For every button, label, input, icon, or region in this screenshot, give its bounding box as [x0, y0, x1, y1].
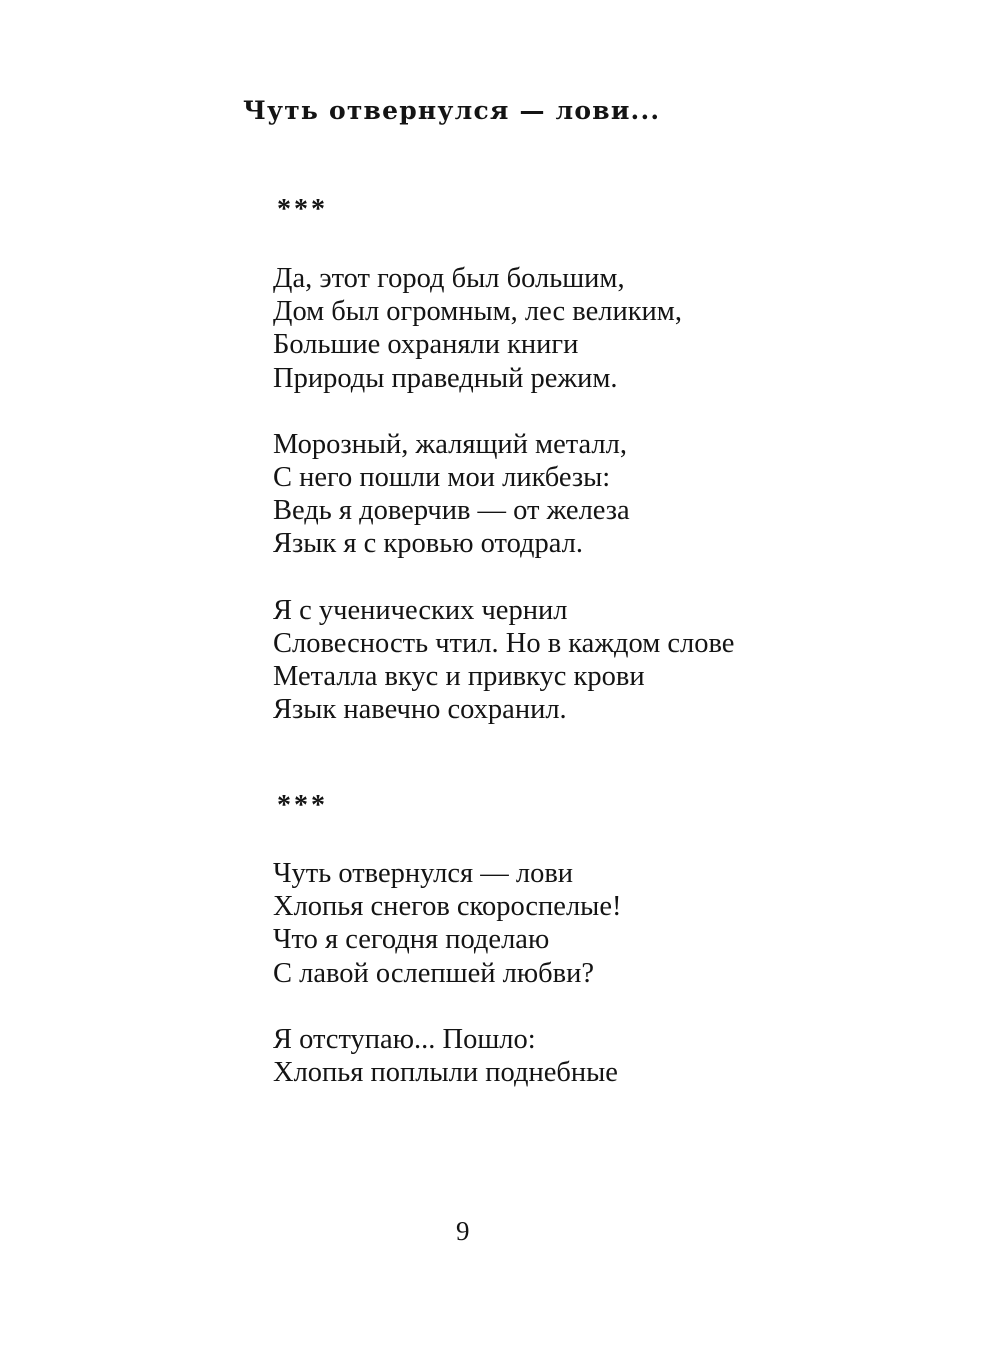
poem2-stanza-1	[273, 857, 621, 990]
poem-line: Я с ученических чернил	[273, 594, 568, 626]
poem-line: Природы праведный режим.	[273, 362, 618, 394]
poem-line: Что я сегодня поделаю	[273, 924, 550, 956]
poem1-stanza-3	[273, 594, 734, 727]
poem-line: Язык навечно сохранил.	[273, 694, 567, 726]
poem1-section-marker: ***	[277, 194, 328, 225]
poem-line: Словесность чтил. Но в каждом слове	[273, 627, 735, 659]
poem-1	[273, 262, 734, 726]
poem-line: Я отступаю... Пошло:	[273, 1023, 536, 1055]
poem-line: Металла вкус и привкус крови	[273, 661, 645, 693]
page-number: 9	[456, 1216, 470, 1246]
poem-collection-title: Чуть отвернулся — лови...	[243, 96, 661, 125]
poem-2	[273, 857, 621, 1089]
poem-line: Морозный, жалящий металл,	[273, 428, 627, 460]
poem1-stanza-2	[273, 428, 734, 561]
poem-line: С лавой ослепшей любви?	[273, 957, 594, 989]
poem-line: Язык я с кровью отодрал.	[273, 528, 583, 560]
poem2-stanza-2	[273, 1023, 621, 1089]
poem-line: Дом был огромным, лес великим,	[273, 296, 682, 328]
poem-line: Хлопья поплыли поднебные	[273, 1057, 618, 1089]
poem-line: Да, этот город был большим,	[273, 263, 625, 294]
poem-line: Большие охраняли книги	[273, 329, 579, 361]
poem2-section-marker: ***	[277, 790, 328, 821]
poem-line: С него пошли мои ликбезы:	[273, 462, 611, 494]
poem-line: Чуть отвернулся — лови	[273, 858, 574, 889]
poem1-stanza-1	[273, 262, 734, 395]
poem-line: Ведь я доверчив — от железа	[273, 495, 630, 527]
poem-line: Хлопья снегов скороспелые!	[273, 891, 622, 923]
